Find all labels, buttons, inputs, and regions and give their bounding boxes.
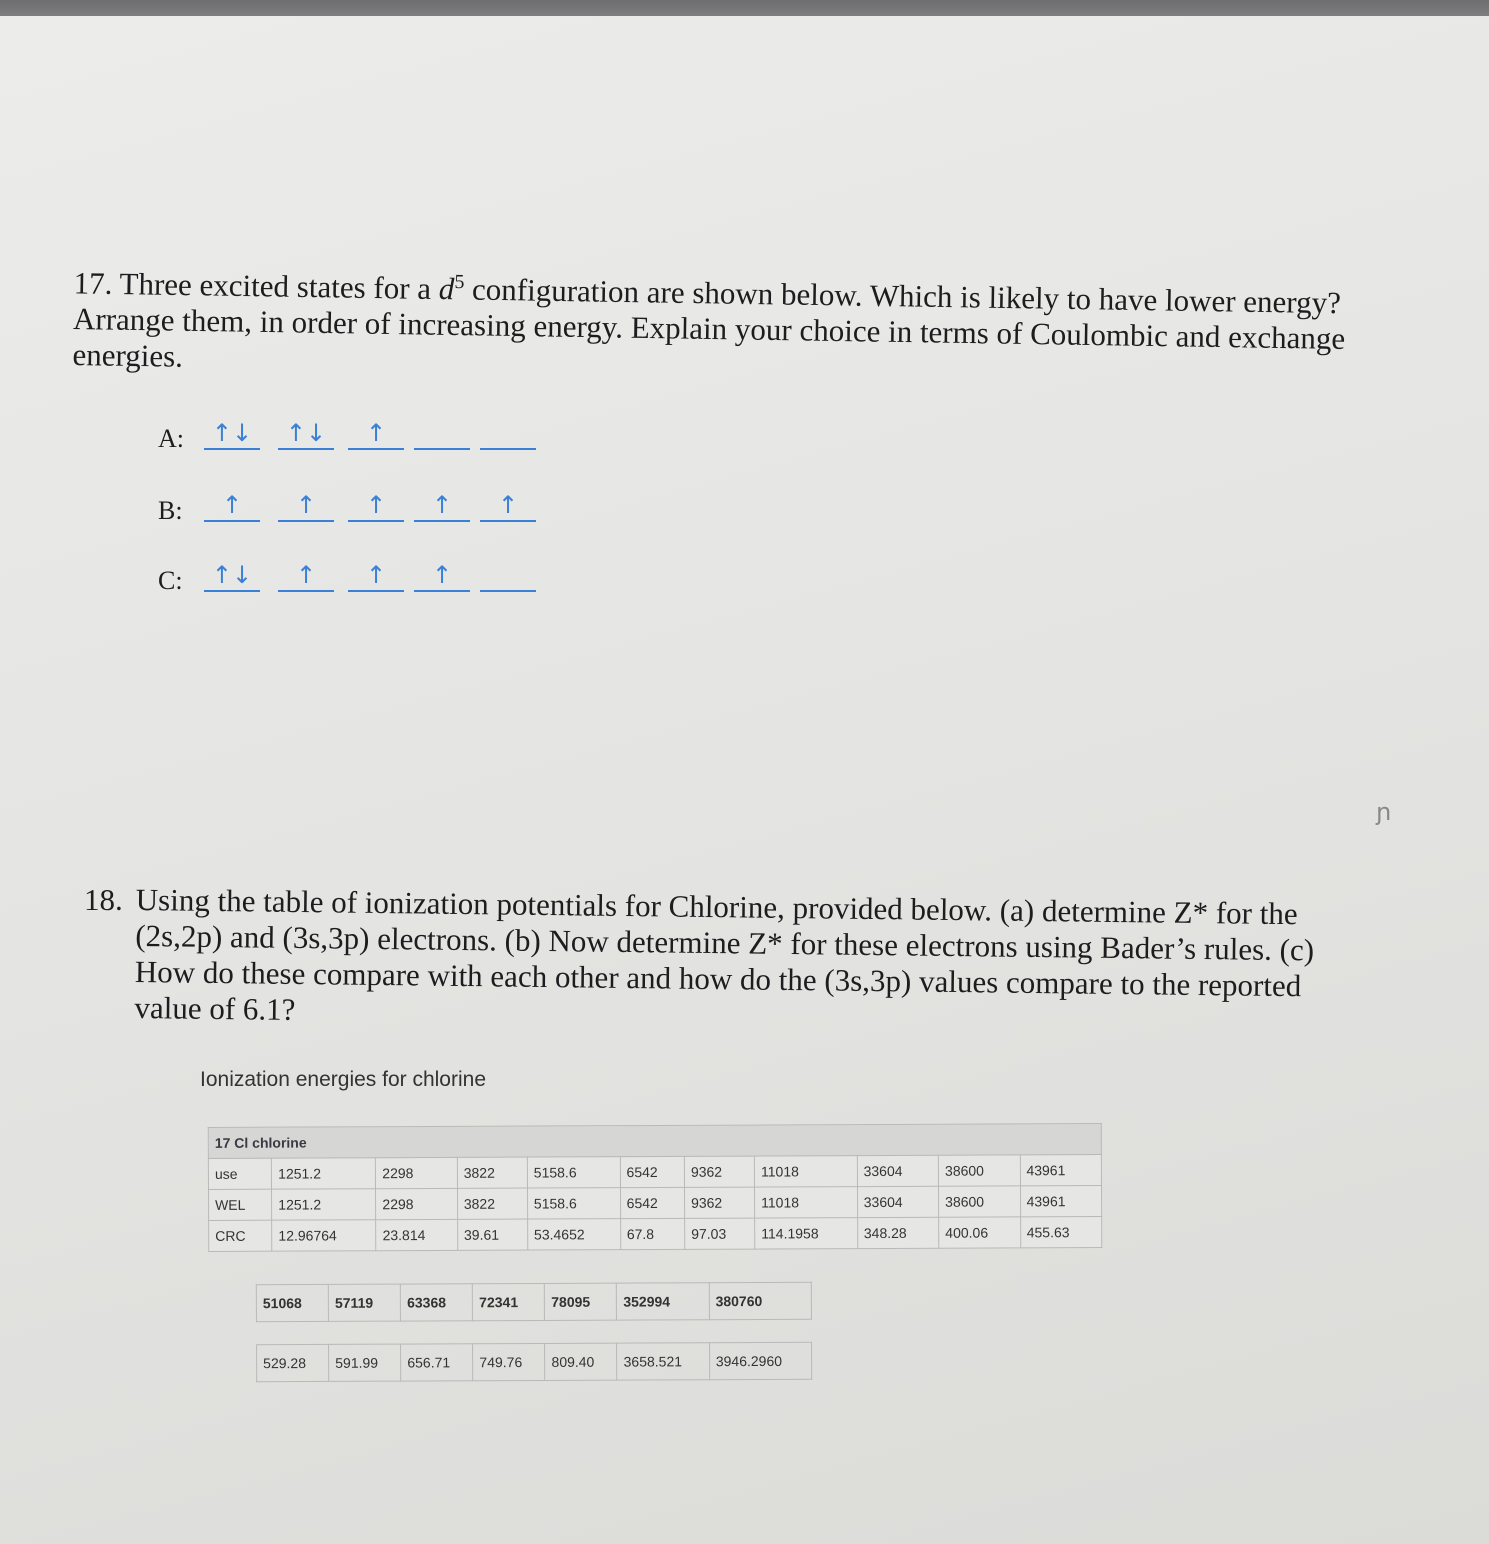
orbital-slot: ↑↓ [204,418,260,450]
orbital-slot: ↑ [348,490,404,522]
ionization-table-continued [256,1282,812,1382]
table-cell: 53.4652 [527,1219,620,1250]
table-cell: 57119 [328,1284,400,1321]
table-cell: 43961 [1020,1186,1102,1217]
table-caption: Ionization energies for chlorine [200,1068,487,1091]
table-cell: 5158.6 [527,1188,620,1219]
table-row [256,1282,811,1321]
table-row [208,1155,1101,1190]
table-cell: 2298 [376,1188,458,1219]
orbital-row-label: C: [158,566,183,595]
table-cell: 3946.2960 [709,1342,811,1379]
table-cell: 455.63 [1020,1217,1102,1248]
table-spacer-row [256,1319,811,1344]
table-cell: 12.96764 [272,1220,376,1251]
table-cell: 591.99 [329,1344,401,1381]
table-cell: 67.8 [620,1218,685,1249]
table-cell: 749.76 [473,1343,545,1380]
table-cell: 38600 [938,1155,1020,1186]
table-cell: 97.03 [685,1218,755,1249]
table-cell: 529.28 [257,1344,329,1381]
table-cell: 43961 [1020,1155,1102,1186]
ionization-table [208,1123,1103,1252]
orbital-row-label: B: [158,496,183,525]
table-cell: 38600 [939,1186,1021,1217]
question-17-text-before: Three excited states for a [119,266,432,306]
question-17 [72,258,1374,394]
table-cell: 9362 [684,1156,754,1187]
table-cell: 348.28 [857,1217,939,1248]
d-config-exponent: 5 [454,270,465,294]
table-cell: 1251.2 [272,1189,376,1220]
table-row [209,1186,1102,1221]
table-cell: 5158.6 [527,1157,620,1188]
table-cell: 380760 [709,1282,811,1319]
table-cell: 33604 [857,1155,939,1186]
orbital-slot: ↑↓ [204,560,260,592]
pen-mark-icon: ɲ [1376,798,1392,826]
orbital-slot: ↑ [348,418,404,450]
table-cell: 6542 [620,1156,685,1187]
question-18-number: 18. [84,882,123,917]
table-title-row [208,1124,1101,1159]
table-cell: 3822 [457,1157,527,1188]
table-cell: 3822 [457,1188,527,1219]
table-cell: 2298 [376,1157,458,1188]
table-spacer [256,1319,811,1344]
orbital-slot [480,418,536,450]
table-cell: 33604 [857,1186,939,1217]
question-17-text-after: configuration are shown below. Which is likely to have lower energy? Arrange them, in order of increasing energy. Explain your choice in terms of Coulombic and exchange energies. [72,271,1346,375]
orbital-slot: ↑↓ [278,418,334,450]
table-cell: 1251.2 [272,1158,376,1189]
orbital-slot: ↑ [480,490,536,522]
table-cell: 400.06 [939,1217,1021,1248]
orbital-slot [414,418,470,450]
table-row [209,1217,1102,1252]
document-page [0,16,1489,1544]
orbital-slot: ↑ [204,490,260,522]
table-cell: WEL [209,1189,272,1220]
table-cell: 809.40 [545,1343,617,1380]
table-cell: 78095 [545,1283,617,1320]
orbital-slot: ↑ [278,560,334,592]
table-cell: 352994 [617,1283,709,1320]
table-cell: 23.814 [376,1219,458,1250]
table-cell: 9362 [684,1187,754,1218]
table-cell: 114.1958 [755,1218,858,1249]
question-17-number: 17. [73,265,113,301]
orbital-slot [480,560,536,592]
table-cell: 51068 [256,1284,328,1321]
orbital-slot: ↑ [414,490,470,522]
table-cell: 39.61 [457,1219,527,1250]
orbital-row-label: A: [158,424,184,453]
question-18-text: Using the table of ionization potentials for Chlorine, provided below. (a) determine Z* for the (2s,2p) and (3s,3p) electrons. (b) Now determine Z* for these electrons using Bader’s rules. (c) How do these compare with each other and how do the (3s,3p) values compare to the reported value of 6.1? [134,882,1315,1027]
table-cell: 6542 [620,1187,685,1218]
table-cell: CRC [209,1220,272,1251]
d-config-base: d [438,271,455,307]
table-row [257,1342,812,1381]
table-cell: use [208,1158,271,1189]
table-cell: 3658.521 [617,1343,709,1380]
orbital-slot: ↑ [278,490,334,522]
table-cell: 72341 [473,1283,545,1320]
table-cell: 63368 [400,1284,472,1321]
table-cell: 11018 [754,1156,857,1187]
table-title: 17 Cl chlorine [208,1124,1101,1159]
table-cell: 656.71 [401,1344,473,1381]
orbital-slot: ↑ [348,560,404,592]
table-cell: 11018 [755,1187,858,1218]
orbital-slot: ↑ [414,560,470,592]
